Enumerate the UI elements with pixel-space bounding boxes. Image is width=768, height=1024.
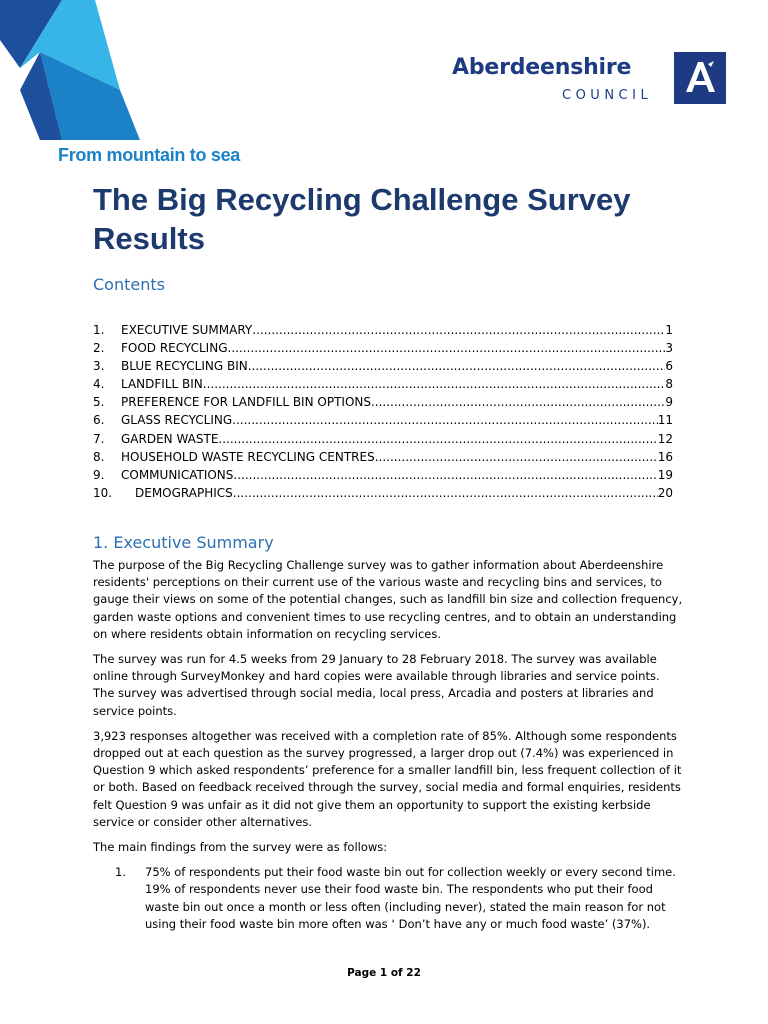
toc-page: 6 bbox=[665, 359, 673, 374]
corner-graphic bbox=[0, 0, 145, 140]
logo-subtitle: COUNCIL bbox=[562, 88, 653, 103]
page-footer: Page 1 of 22 bbox=[347, 967, 421, 979]
finding-number: 1. bbox=[115, 865, 126, 880]
toc-leader bbox=[203, 375, 666, 393]
toc-label: DEMOGRAPHICS bbox=[135, 485, 233, 500]
toc-number: 1. bbox=[93, 323, 105, 337]
toc-row[interactable] bbox=[93, 375, 673, 393]
toc-page: 16 bbox=[657, 449, 673, 464]
toc-page: 1 bbox=[665, 323, 673, 337]
toc-row[interactable] bbox=[93, 411, 673, 429]
toc-label: GLASS RECYCLING bbox=[121, 413, 233, 428]
executive-summary-body bbox=[93, 557, 683, 933]
toc-page: 8 bbox=[665, 377, 673, 392]
finding-text: 75% of respondents put their food waste bin out for collection weekly or every second time. 19% of respondents never use their food waste bin. The respondents who put their food waste bin out once a month or less often (including never), stated the main reason for not using their food waste bin more often was ‘ Don’t have any or much food waste’ (37%). bbox=[145, 865, 676, 931]
toc-page: 19 bbox=[657, 467, 673, 482]
toc-leader bbox=[218, 430, 657, 448]
toc-leader bbox=[233, 484, 658, 502]
toc-number: 10. bbox=[93, 485, 113, 500]
toc-row[interactable] bbox=[93, 430, 673, 448]
toc-label: COMMUNICATIONS bbox=[121, 467, 234, 482]
paragraph: The main findings from the survey were as follows: bbox=[93, 840, 388, 855]
toc-page: 9 bbox=[665, 395, 673, 410]
council-logo bbox=[452, 52, 727, 108]
paragraph: The survey was run for 4.5 weeks from 29 January to 28 February 2018. The survey was available online through SurveyMonkey and hard copies were available through libraries and service points. The survey was advertised through social media, local press, Arcadia and posters at libraries and service points. bbox=[93, 652, 660, 718]
toc-row[interactable] bbox=[93, 321, 673, 339]
council-a-icon bbox=[674, 52, 726, 104]
toc-number: 8. bbox=[93, 449, 105, 464]
toc-row[interactable] bbox=[93, 339, 673, 357]
toc-leader bbox=[228, 339, 666, 357]
toc-row[interactable] bbox=[93, 393, 673, 411]
section-heading: 1. Executive Summary bbox=[93, 533, 274, 552]
toc-label: HOUSEHOLD WASTE RECYCLING CENTRES bbox=[121, 449, 375, 464]
toc-row[interactable] bbox=[93, 448, 673, 466]
toc-number: 3. bbox=[93, 359, 105, 374]
toc-label: PREFERENCE FOR LANDFILL BIN OPTIONS bbox=[121, 395, 371, 410]
toc-label: EXECUTIVE SUMMARY bbox=[121, 323, 253, 337]
toc-number: 2. bbox=[93, 341, 105, 356]
finding-item bbox=[93, 864, 683, 933]
toc-number: 4. bbox=[93, 377, 105, 392]
toc-row[interactable] bbox=[93, 357, 673, 375]
toc-label: FOOD RECYCLING bbox=[121, 341, 228, 356]
toc-number: 7. bbox=[93, 431, 105, 446]
toc-page: 3 bbox=[665, 341, 673, 356]
toc-leader bbox=[233, 466, 657, 484]
paragraph: 3,923 responses altogether was received with a completion rate of 85%. Although some respondents dropped out at each question as the survey progressed, a larger drop out (7.4%) was experienced in Question 9 which asked respondents’ preference for a smaller landfill bin, less frequent collection of it or both. Based on feedback received through the survey, social media and formal enquiries, residents felt Question 9 was unfair as it did not give them an opportunity to support the existing kerbside service or consider other alternatives. bbox=[93, 728, 682, 829]
toc-number: 9. bbox=[93, 467, 105, 482]
toc-row[interactable] bbox=[93, 466, 673, 484]
table-of-contents bbox=[93, 321, 673, 502]
toc-leader bbox=[248, 357, 666, 375]
toc-leader bbox=[371, 393, 665, 411]
paragraph: The purpose of the Big Recycling Challenge survey was to gather information about Aberdeenshire residents' perceptions on their current use of the various waste and recycling bins and services, to gauge their views on some of the potential changes, such as landfill bin size and collection frequency, garden waste options and convenient times to use recycling centres, and to obtain an understanding on where residents obtain information on recycling services. bbox=[93, 558, 683, 641]
document-title: The Big Recycling Challenge Survey Results bbox=[93, 182, 631, 256]
logo-name: Aberdeenshire bbox=[452, 55, 632, 80]
toc-page: 12 bbox=[657, 431, 673, 446]
toc-leader bbox=[232, 411, 658, 429]
toc-row[interactable] bbox=[93, 484, 673, 502]
toc-number: 5. bbox=[93, 395, 105, 410]
toc-leader bbox=[375, 448, 658, 466]
toc-page: 11 bbox=[657, 413, 673, 428]
toc-leader bbox=[252, 321, 665, 339]
tagline: From mountain to sea bbox=[58, 145, 241, 165]
toc-label: GARDEN WASTE bbox=[121, 431, 219, 446]
toc-page: 20 bbox=[657, 485, 673, 500]
toc-number: 6. bbox=[93, 413, 105, 428]
toc-label: LANDFILL BIN bbox=[121, 377, 203, 392]
contents-heading: Contents bbox=[93, 275, 165, 294]
toc-label: BLUE RECYCLING BIN bbox=[121, 359, 248, 374]
